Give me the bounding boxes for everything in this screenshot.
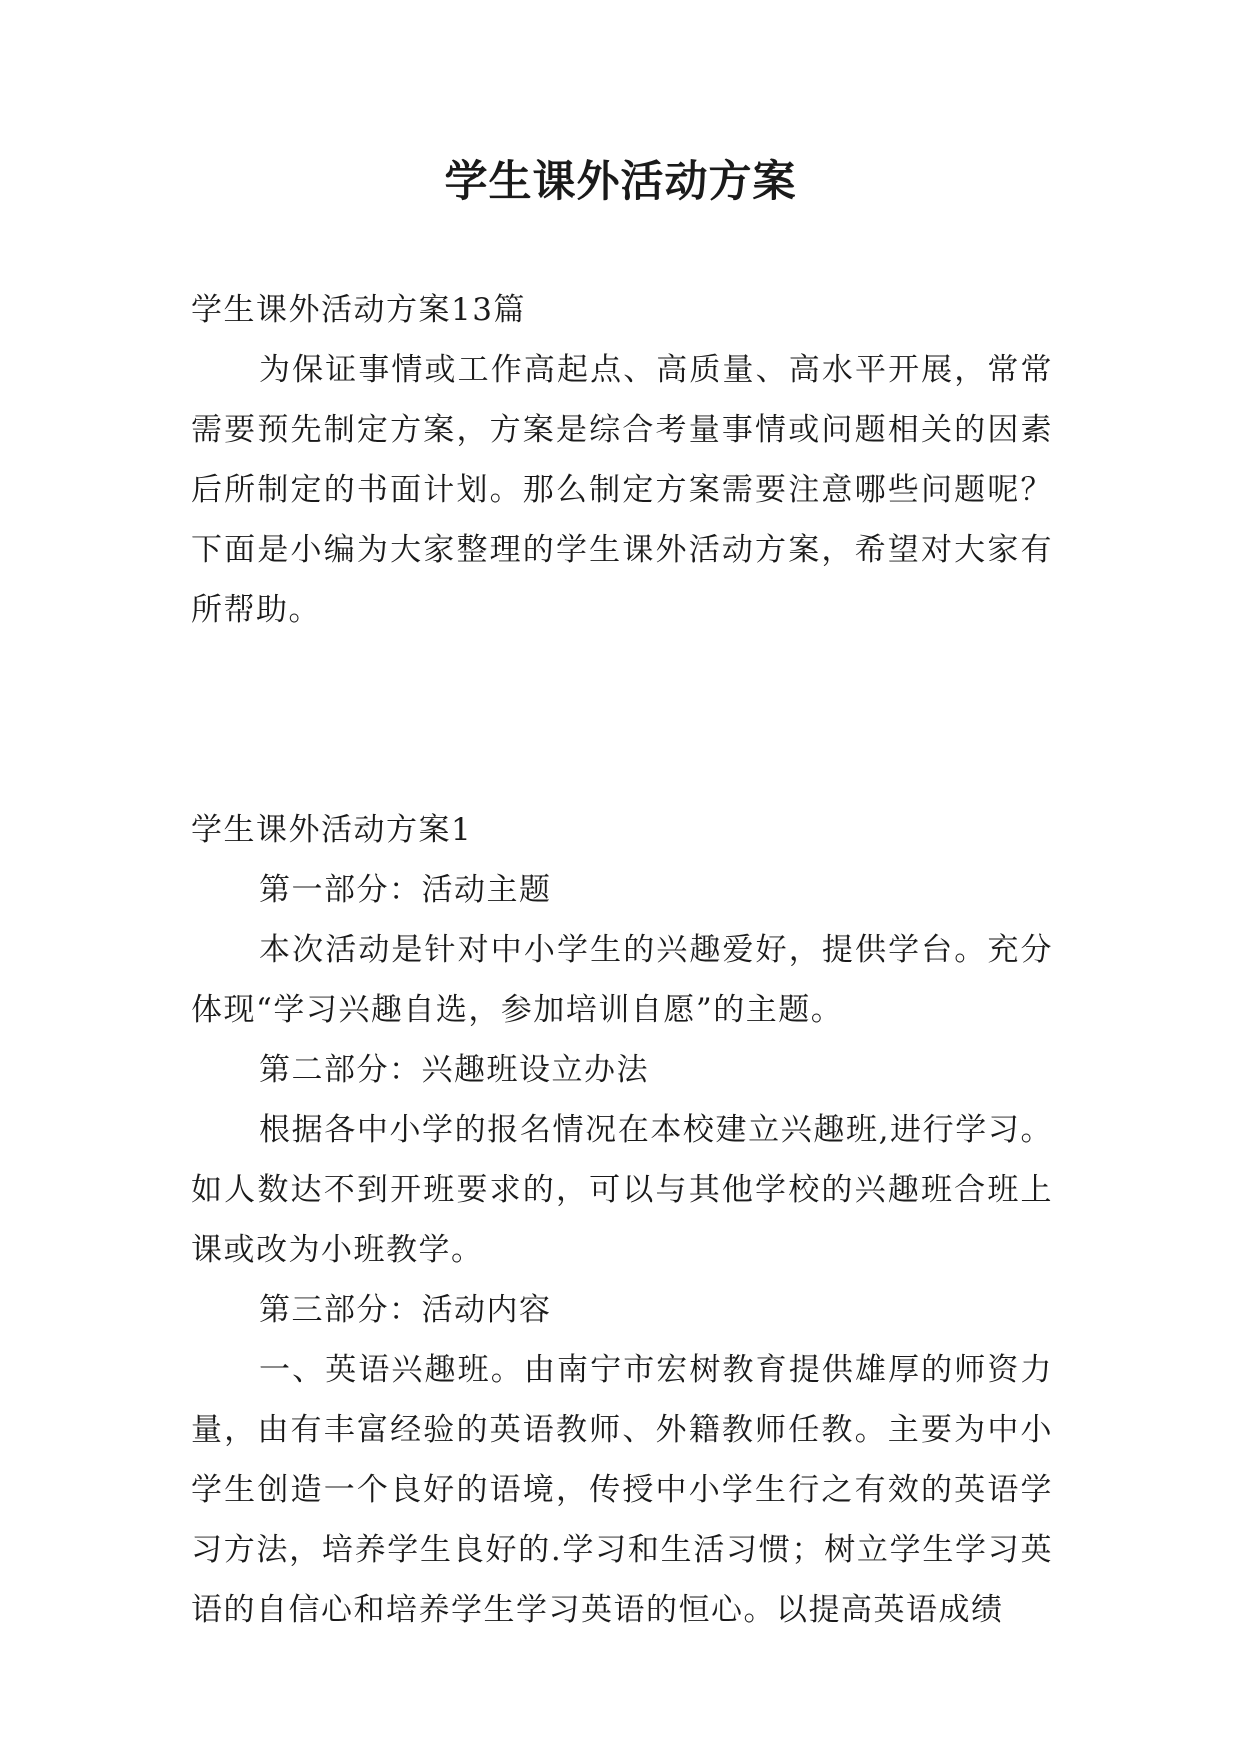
part3-paragraph: 一、英语兴趣班。由南宁市宏树教育提供雄厚的师资力量，由有丰富经验的英语教师、外籍教师任教。主要为中小学生创造一个良好的语境，传授中小学生行之有效的英语学习方法，培养学生良好的.学习和生活习惯；树立学生学习英语的自信心和培养学生学习英语的恒心。以提高英语成绩 bbox=[191, 1352, 1053, 1628]
section-heading: 学生课外活动方案1 bbox=[191, 812, 473, 848]
document-subtitle: 学生课外活动方案13篇 bbox=[191, 292, 526, 328]
part2-paragraph: 根据各中小学的报名情况在本校建立兴趣班,进行学习。如人数达不到开班要求的，可以与其他学校的兴趣班合班上课或改为小班教学。 bbox=[191, 1112, 1053, 1268]
section-spacer bbox=[191, 640, 1053, 800]
document-body bbox=[191, 280, 1053, 1640]
part1-paragraph: 本次活动是针对中小学生的兴趣爱好，提供学台。充分体现“学习兴趣自选，参加培训自愿”的主题。 bbox=[191, 932, 1053, 1028]
part3-heading: 第三部分：活动内容 bbox=[259, 1292, 552, 1328]
document-title: 学生课外活动方案 bbox=[444, 157, 797, 207]
part2-heading: 第二部分：兴趣班设立办法 bbox=[259, 1052, 649, 1088]
part1-heading: 第一部分：活动主题 bbox=[259, 872, 552, 908]
intro-paragraph: 为保证事情或工作高起点、高质量、高水平开展，常常需要预先制定方案，方案是综合考量事情或问题相关的因素后所制定的书面计划。那么制定方案需要注意哪些问题呢？下面是小编为大家整理的学生课外活动方案，希望对大家有所帮助。 bbox=[191, 352, 1053, 628]
